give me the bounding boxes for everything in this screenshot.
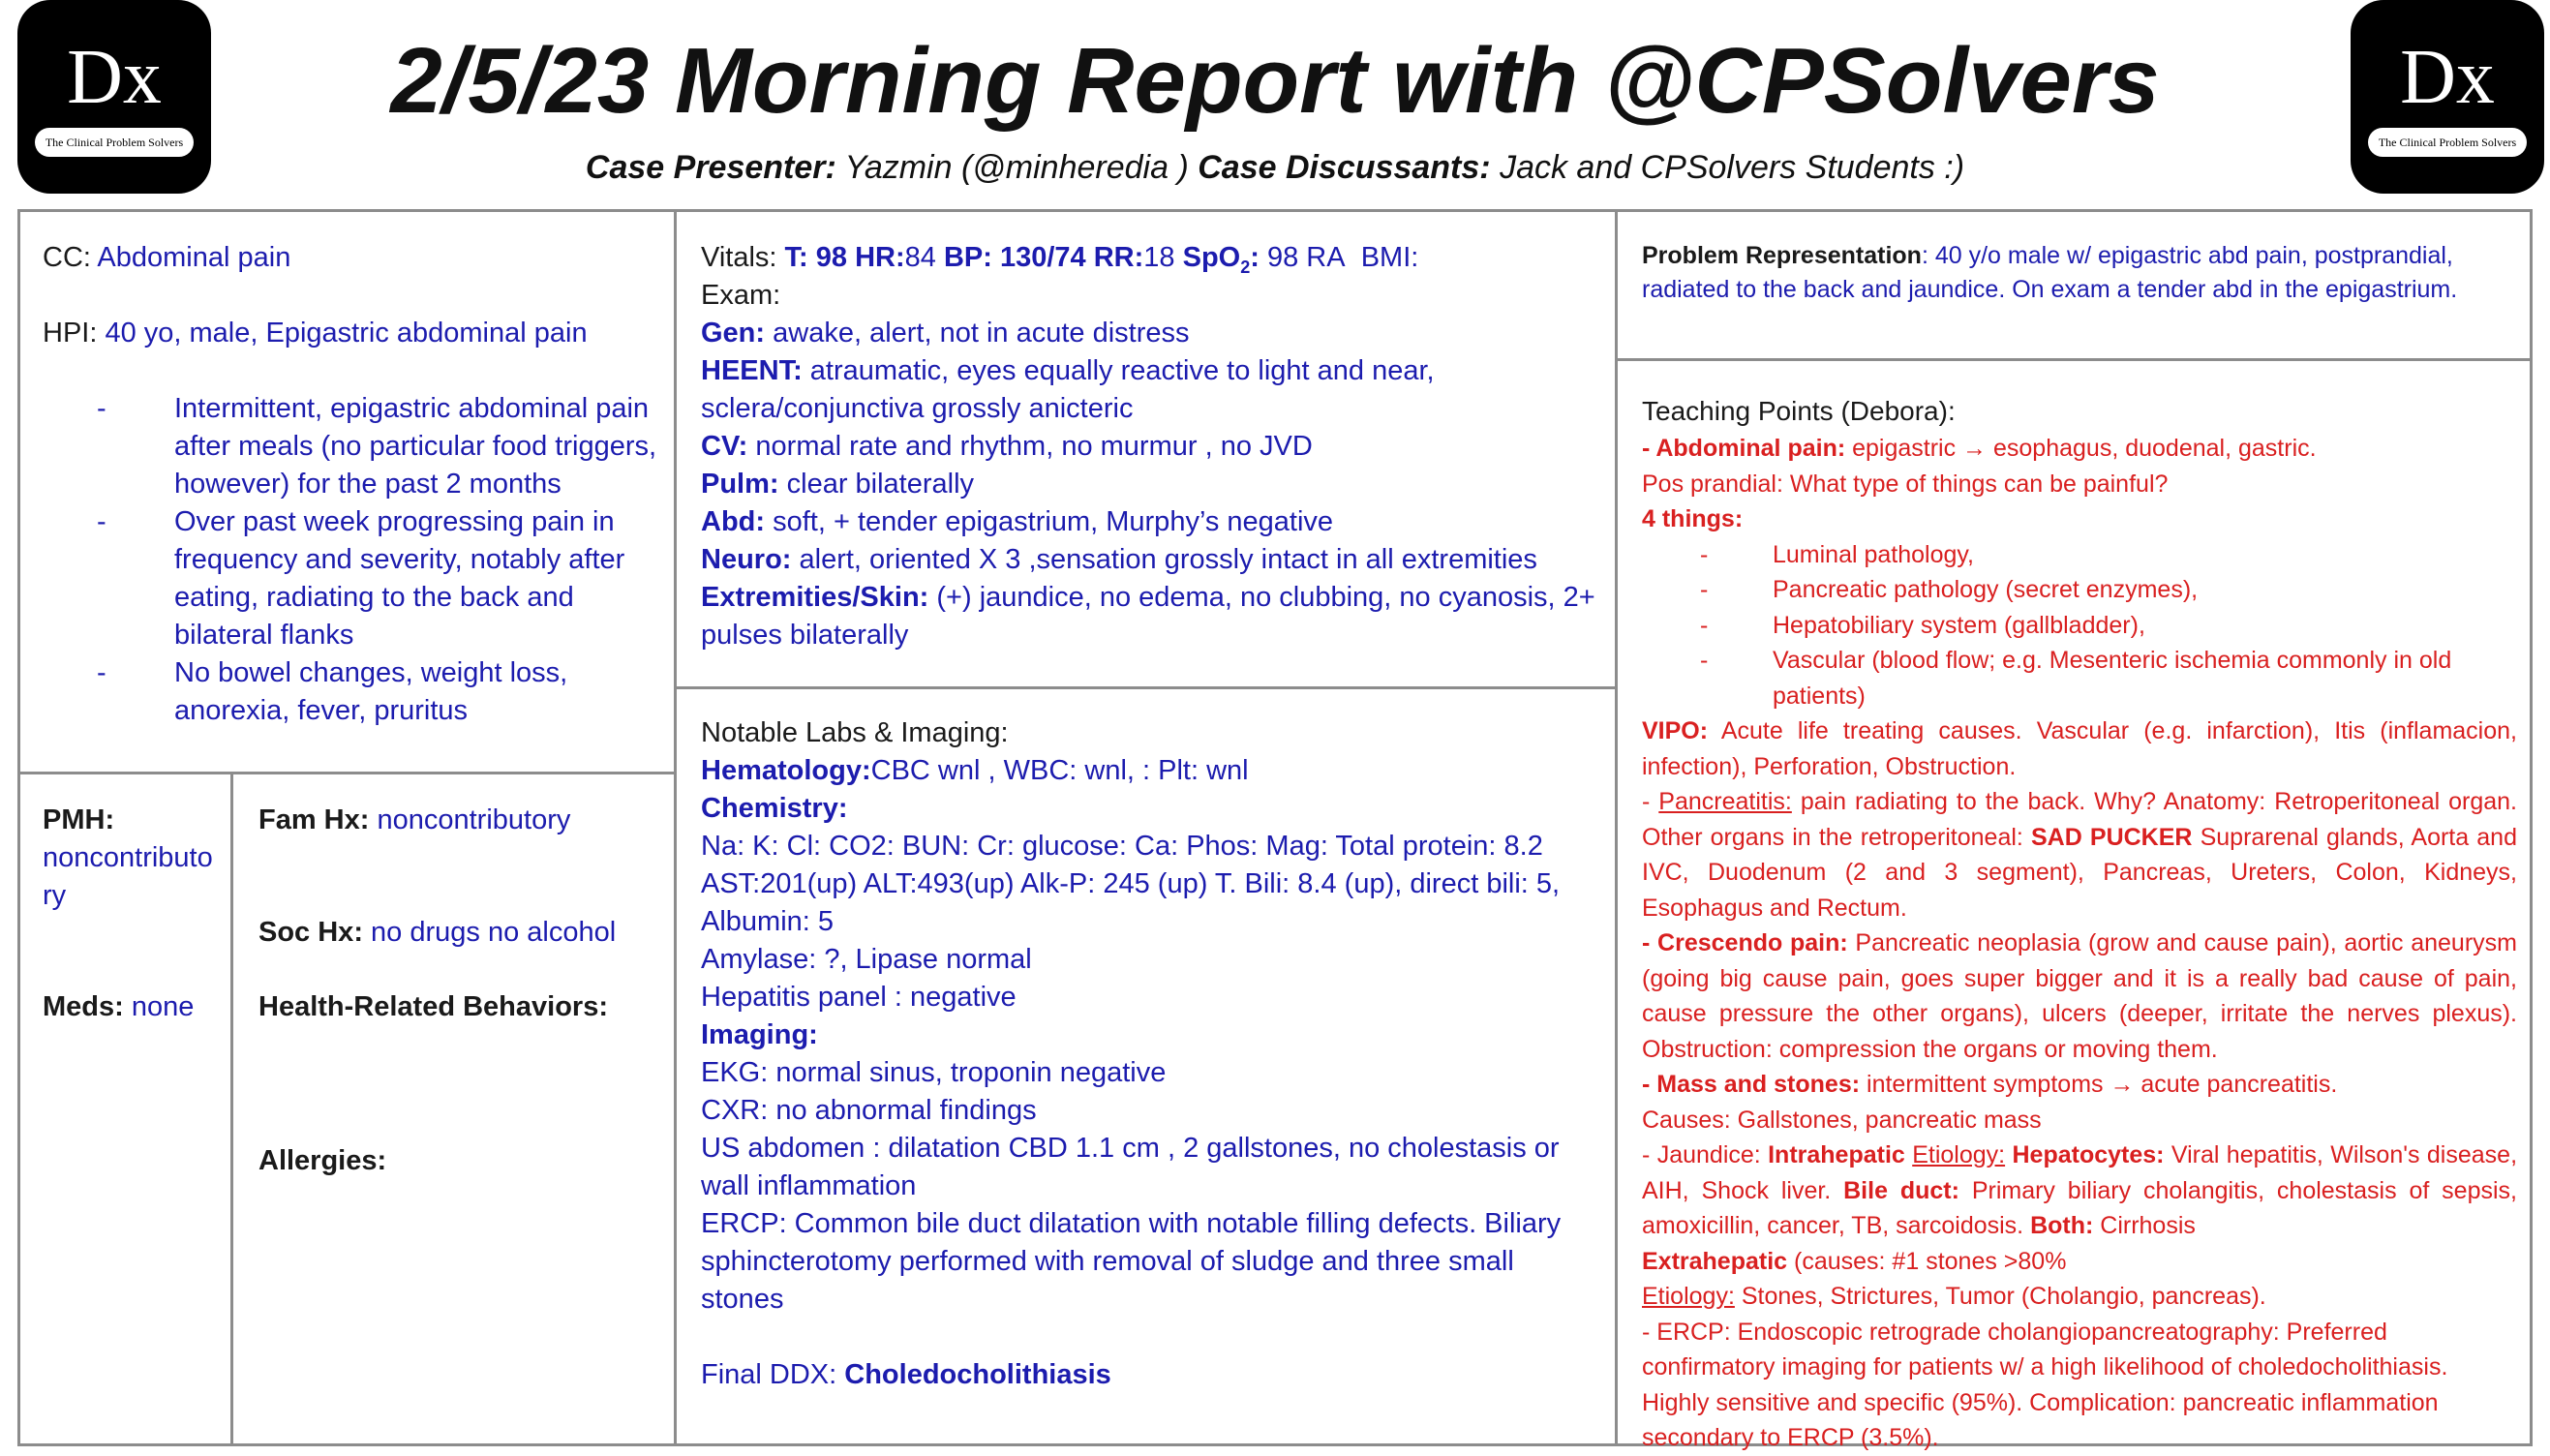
ercp-text: - ERCP: Endoscopic retrograde cholangiopancreatography: Preferred confirmatory imaging for patients w/ a high likelihood of choledocholithiasis. Highly sensitive and specific (95%). Complication: pancreatic inflammation secondary to ERCP (3.5%). xyxy=(1642,1318,2448,1451)
teaching-title: Teaching Points (Debora): xyxy=(1642,396,1956,426)
exam-item xyxy=(701,428,1601,466)
crescendo-label: - Crescendo pain: xyxy=(1642,929,1848,956)
bp-value: 130/74 xyxy=(999,242,1086,273)
jaundice-label: - Jaundice: xyxy=(1642,1141,1769,1168)
meds-value: none xyxy=(131,991,195,1022)
problem-rep-value: : 40 y/o male w/ epigastric abd pain, postprandial, radiated to the back and jaundice. On exam a tender abd in the epigastrium. xyxy=(1642,242,2458,303)
exam-item-label: Abd: xyxy=(701,506,766,537)
thing-item: - Vascular (blood flow; e.g. Mesenteric ischemia commonly in old patients) xyxy=(1642,643,2517,713)
hpi-bullet: - Intermittent, epigastric abdominal pain after meals (no particular food triggers, however) for the past 2 months xyxy=(39,390,658,503)
exam-item xyxy=(701,315,1601,352)
exam-item xyxy=(701,579,1601,654)
bp-label: BP: xyxy=(943,242,992,273)
mass-stones-label: - Mass and stones: xyxy=(1642,1071,1861,1098)
problem-representation xyxy=(1642,239,2513,307)
extrahepatic-label: Extrahepatic xyxy=(1642,1247,1788,1275)
exam-item-label: CV: xyxy=(701,431,748,462)
discussants-label: Case Discussants: xyxy=(1198,149,1491,186)
social-history xyxy=(258,914,665,952)
mass-stones-text: intermittent symptoms → acute pancreatitis. xyxy=(1860,1071,2338,1098)
exam-label: Exam: xyxy=(701,280,781,311)
hpi-value: 40 yo, male, Epigastric abdominal pain xyxy=(105,318,588,349)
rr-value: 18 xyxy=(1143,242,1175,273)
hematology-value: CBC wnl , WBC: wnl, : Plt: wnl xyxy=(870,755,1249,786)
logo-left xyxy=(17,0,211,194)
crescendo-text: Pancreatic neoplasia (grow and cause pain), aortic aneurysm (going big cause pain, goes super bigger and it is a really bad cause of pain, cause pressure the other organs), ulcers (deeper, irritate the nerves plexus). Obstruction: compression the organs or moving them. xyxy=(1642,929,2517,1063)
imaging-item: EKG: normal sinus, troponin negative xyxy=(701,1057,1167,1088)
rr-label: RR: xyxy=(1093,242,1144,273)
thing-item: - Luminal pathology, xyxy=(1642,537,2517,573)
chemistry-label: Chemistry: xyxy=(701,793,848,824)
divider xyxy=(1615,209,1618,1446)
hpi-label: HPI: xyxy=(43,318,98,349)
pancreatitis-label: Pancreatitis: xyxy=(1658,788,1792,815)
hepatocytes-text: Viral hepatitis, Wilson's disease, AIH, Shock liver. xyxy=(1642,1141,2518,1204)
amylase-lipase: Amylase: ?, Lipase normal xyxy=(701,944,1032,975)
exam-item xyxy=(701,541,1601,579)
logo-subtitle: The Clinical Problem Solvers xyxy=(2368,128,2527,157)
temp-value: 98 xyxy=(815,242,848,273)
divider xyxy=(1615,358,2533,361)
exam-item xyxy=(701,503,1601,541)
hpi-bullet: - Over past week progressing pain in frequency and severity, notably after eating, radiating to the back and bilateral flanks xyxy=(39,503,658,654)
final-ddx-label: Final DDX: xyxy=(701,1359,837,1390)
presenter: Yazmin (@minheredia ) xyxy=(844,149,1189,186)
hr-value: 84 xyxy=(904,242,936,273)
pos-prandial: Pos prandial: What type of things can be painful? xyxy=(1642,470,2169,498)
problem-rep-label: Problem Representation xyxy=(1642,242,1922,269)
pancreatitis-prefix: - xyxy=(1642,788,1659,815)
imaging-item: ERCP: Common bile duct dilatation with notable filling defects. Biliary sphincterotomy performed with removal of sludge and three small stones xyxy=(701,1208,1562,1315)
imaging-item: US abdomen : dilatation CBD 1.1 cm , 2 gallstones, no cholestasis or wall inflammation xyxy=(701,1133,1560,1201)
fam-hx-value: noncontributory xyxy=(377,804,571,835)
logo-mark: Dx xyxy=(67,35,162,120)
abd-pain-label: - Abdominal pain: xyxy=(1642,435,1846,462)
exam-item-value: awake, alert, not in acute distress xyxy=(773,318,1190,349)
discussants: Jack and CPSolvers Students :) xyxy=(1500,149,1965,186)
hepatitis-panel: Hepatitis panel : negative xyxy=(701,982,1017,1013)
intrahepatic-label: Intrahepatic xyxy=(1768,1141,1905,1168)
sad-pucker: SAD PUCKER xyxy=(2030,823,2193,851)
pancreatitis-text: pain radiating to the back. Why? Anatomy: Retroperitoneal organ. Other organs in the retroperitoneal: xyxy=(1642,788,2517,851)
pmh-value: noncontributory xyxy=(43,842,213,911)
fam-hx-label: Fam Hx: xyxy=(258,804,370,835)
spo2-value: 98 RA xyxy=(1266,242,1346,273)
allergies-label: Allergies: xyxy=(258,1145,387,1176)
spo2-colon: : xyxy=(1250,242,1260,273)
hpi-bullet: - No bowel changes, weight loss, anorexia, fever, pruritus xyxy=(39,654,658,730)
divider xyxy=(17,772,676,774)
pancreatitis-organs: Suprarenal glands, Aorta and IVC, Duodenum (2 and 3 segment), Pancreas, Ureters, Colon, Kidneys, Esophagus and Rectum. xyxy=(1642,823,2517,922)
page-title: 2/5/23 Morning Report with @CPSolvers xyxy=(390,29,2160,133)
both-text: Cirrhosis xyxy=(2093,1212,2196,1239)
allergies xyxy=(258,1142,665,1180)
labs-title: Notable Labs & Imaging: xyxy=(701,717,1009,748)
cc-value: Abdominal pain xyxy=(97,242,291,273)
hpi xyxy=(43,315,662,352)
exam-item-value: normal rate and rhythm, no murmur , no JVD xyxy=(755,431,1313,462)
exam-item-value: atraumatic, eyes equally reactive to light and near, sclera/conjunctiva grossly anicteric xyxy=(701,355,1435,424)
divider xyxy=(674,686,1618,689)
exam xyxy=(701,277,1601,654)
abd-pain-text: epigastric → esophagus, duodenal, gastric. xyxy=(1845,435,2317,462)
presenters-line xyxy=(232,149,2318,187)
vipo-text: Acute life treating causes. Vascular (e.g. infarction), Itis (inflamacion, infection), Perforation, Obstruction. xyxy=(1642,717,2517,780)
meds xyxy=(43,988,227,1026)
pmh-label: PMH: xyxy=(43,804,115,835)
exam-item-label: Pulm: xyxy=(701,469,779,500)
logo-subtitle: The Clinical Problem Solvers xyxy=(35,128,194,157)
presenter-label: Case Presenter: xyxy=(585,149,836,186)
both-label: Both: xyxy=(2030,1212,2094,1239)
imaging-item: CXR: no abnormal findings xyxy=(701,1095,1037,1126)
family-history xyxy=(258,802,665,839)
etiology-label: Etiology: xyxy=(1912,1141,2006,1168)
teaching-points xyxy=(1642,392,2517,1456)
bile-duct-text: Primary biliary cholangitis, cholestasis of sepsis, amoxicillin, cancer, TB, sarcoidosis. xyxy=(1642,1176,2517,1239)
exam-item-value: clear bilaterally xyxy=(786,469,975,500)
exam-item-value: (+) jaundice, no edema, no clubbing, no cyanosis, 2+ pulses bilaterally xyxy=(701,582,1595,651)
bmi-label: BMI: xyxy=(1360,242,1419,273)
pmh xyxy=(43,802,217,915)
labs-imaging xyxy=(701,714,1601,1394)
health-behaviors-label: Health-Related Behaviors: xyxy=(258,991,608,1022)
exam-item xyxy=(701,352,1601,428)
extrahepatic-etiology: Stones, Strictures, Tumor (Cholangio, pancreas). xyxy=(1734,1283,2266,1310)
hepatocytes-label: Hepatocytes: xyxy=(2012,1141,2165,1168)
final-ddx-value: Choledocholithiasis xyxy=(844,1359,1111,1390)
extrahepatic-text: (causes: #1 stones >80% xyxy=(1787,1247,2067,1275)
soc-hx-label: Soc Hx: xyxy=(258,917,363,948)
exam-item xyxy=(701,466,1601,503)
divider xyxy=(674,209,677,1446)
exam-item-label: HEENT: xyxy=(701,355,803,386)
exam-item-label: Gen: xyxy=(701,318,766,349)
hr-label: HR: xyxy=(855,242,905,273)
health-behaviors xyxy=(258,988,665,1026)
thing-item: - Hepatobiliary system (gallbladder), xyxy=(1642,608,2517,644)
logo-mark: Dx xyxy=(2400,35,2495,120)
vipo-label: VIPO: xyxy=(1642,717,1709,744)
spo2-label: SpO xyxy=(1182,242,1241,273)
etiology-label: Etiology: xyxy=(1642,1283,1735,1310)
exam-item-value: alert, oriented X 3 ,sensation grossly intact in all extremities xyxy=(799,544,1537,575)
temp-label: T: xyxy=(784,242,808,273)
imaging-label: Imaging: xyxy=(701,1019,818,1050)
divider xyxy=(230,772,233,1446)
spo2-subscript: 2 xyxy=(1240,257,1251,277)
exam-item-label: Extremities/Skin: xyxy=(701,582,929,613)
causes: Causes: Gallstones, pancreatic mass xyxy=(1642,1106,2042,1134)
thing-item: - Pancreatic pathology (secret enzymes), xyxy=(1642,572,2517,608)
hpi-bullets xyxy=(39,390,658,730)
exam-item-label: Neuro: xyxy=(701,544,792,575)
vitals-label: Vitals: xyxy=(701,242,777,273)
cc-label: CC: xyxy=(43,242,91,273)
logo-right xyxy=(2351,0,2544,194)
exam-item-value: soft, + tender epigastrium, Murphy’s negative xyxy=(773,506,1334,537)
soc-hx-value: no drugs no alcohol xyxy=(371,917,617,948)
hematology-label: Hematology: xyxy=(701,755,871,786)
bile-duct-label: Bile duct: xyxy=(1843,1176,1959,1204)
chemistry-value: Na: K: Cl: CO2: BUN: Cr: glucose: Ca: Phos: Mag: Total protein: 8.2 AST:201(up) ALT:493(up) Alk-P: 245 (up) T. Bili: 8.4 (up), direct bili: 5, Albumin: 5 xyxy=(701,831,1561,937)
chief-complaint xyxy=(43,239,662,277)
meds-label: Meds: xyxy=(43,991,124,1022)
four-things: 4 things: xyxy=(1642,505,1744,532)
